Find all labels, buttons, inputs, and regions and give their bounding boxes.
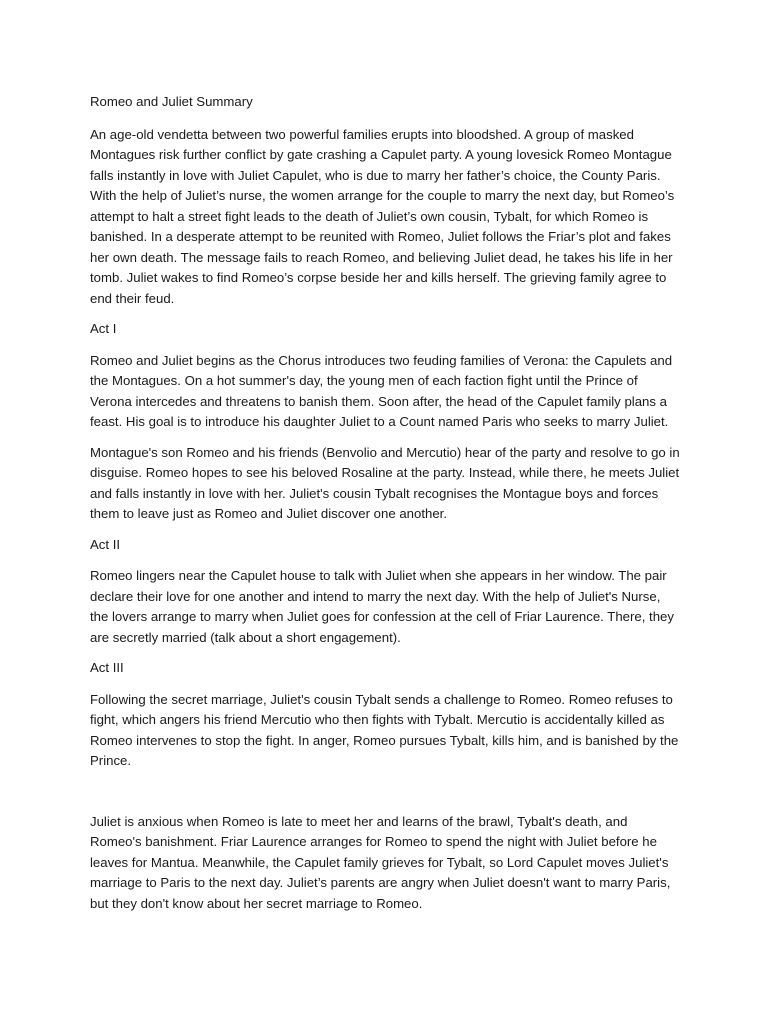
act-i-heading: Act I — [90, 321, 117, 336]
act-iii-heading: Act III — [90, 660, 124, 675]
act-i-paragraph-1: Romeo and Juliet begins as the Chorus introduces two feuding families of Verona: the Capulets and the Montagues. On a hot summer's day, the young men of each faction fight until the Prince of Verona intercedes and threatens to banish them. Soon after, the head of the Capulet family plans a feast. His goal is to introduce his daughter Juliet to a Count named Paris who seeks to marry Juliet. — [90, 352, 673, 429]
act-iii-paragraph-1: Following the secret marriage, Juliet's cousin Tybalt sends a challenge to Romeo. Romeo refuses to fight, which angers his friend Mercutio who then fights with Tybalt. Mercutio is accidentally killed as Romeo intervenes to stop the fight. In anger, Romeo pursues Tybalt, kills him, and is banished by the Prince. — [90, 691, 679, 768]
act-ii-paragraph-1: Romeo lingers near the Capulet house to talk with Juliet when she appears in her window. The pair declare their love for one another and intend to marry the next day. With the help of Juliet's Nurse, the lovers arrange to marry when Juliet goes for confession at the cell of Friar Laurence. There, they are secretly married (talk about a short engagement). — [90, 568, 674, 645]
act-ii-heading: Act II — [90, 536, 121, 552]
act-i-paragraph-2: Montague's son Romeo and his friends (Benvolio and Mercutio) hear of the party and resolve to go in disguise. Romeo hopes to see his beloved Rosaline at the party. Instead, while there, he meets Juliet and falls instantly in love with her. Juliet's cousin Tybalt recognises the Montague boys and forces them to leave just as Romeo and Juliet discover one another. — [90, 444, 680, 521]
summary-paragraph: An age-old vendetta between two powerful families erupts into bloodshed. A group of masked Montagues risk further conflict by gate crashing a Capulet party. A young lovesick Romeo Montague falls instantly in love with Juliet Capulet, who is due to marry her father’s choice, the County Paris. With the help of Juliet’s nurse, the women arrange for the couple to marry the next day, but Romeo’s attempt to halt a street fight leads to the death of Juliet’s own cousin, Tybalt, for which Romeo is banished. In a desperate attempt to be reunited with Romeo, Juliet follows the Friar’s plot and fakes her own death. The message fails to reach Romeo, and believing Juliet dead, he takes his life in her tomb. Juliet wakes to find Romeo’s corpse beside her and kills herself. The grieving family agree to end their feud. — [90, 126, 675, 306]
paragraph-gap — [90, 782, 680, 812]
act-iii-paragraph-2: Juliet is anxious when Romeo is late to meet her and learns of the brawl, Tybalt's death, and Romeo's banishment. Friar Laurence arranges for Romeo to spend the night with Juliet before he leaves for Mantua. Meanwhile, the Capulet family grieves for Tybalt, so Lord Capulet moves Juliet's marriage to Paris to the next day. Juliet’s parents are angry when Juliet doesn't want to marry Paris, but they don't know about her secret marriage to Romeo. — [90, 813, 671, 911]
document-body — [90, 92, 680, 924]
document-title: Romeo and Juliet Summary — [90, 94, 253, 109]
